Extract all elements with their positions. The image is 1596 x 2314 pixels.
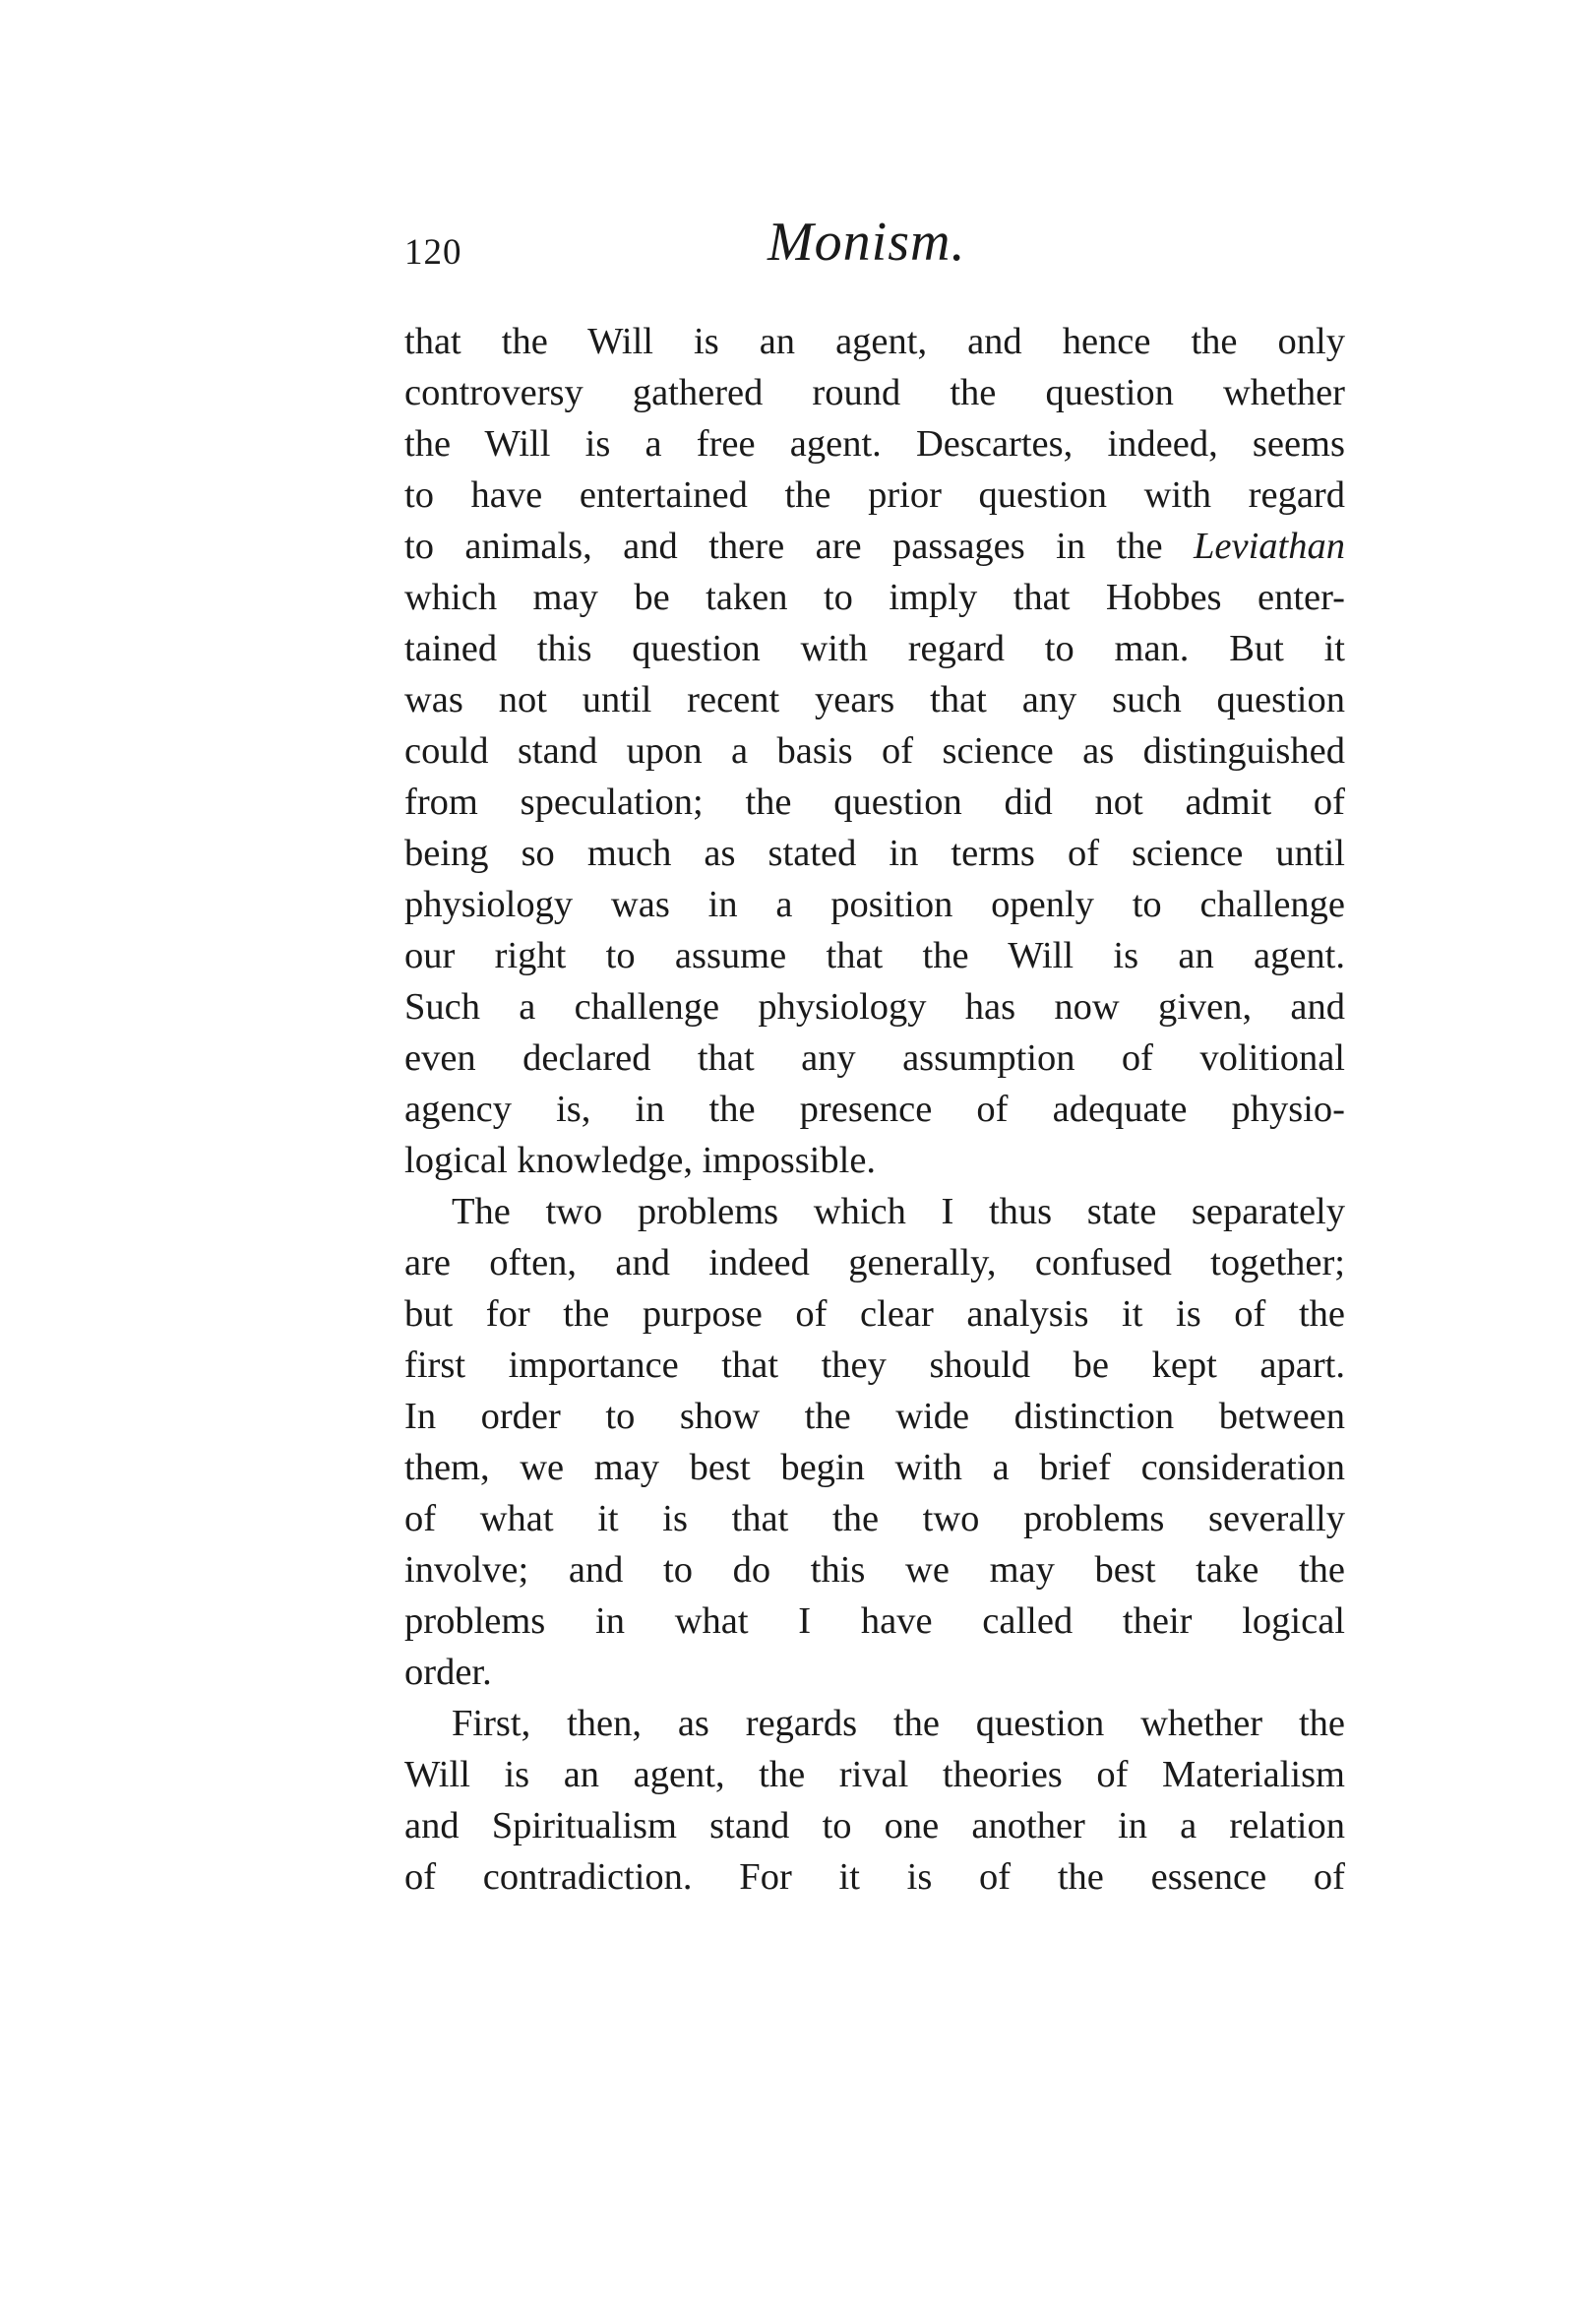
text-line: the Will is a free agent. Descartes, indeed, seems	[404, 423, 1345, 465]
text-line: and Spiritualism stand to one another in a relation	[404, 1805, 1345, 1846]
text-line: even declared that any assumption of volitional	[404, 1037, 1345, 1079]
text-line: from speculation; the question did not admit of	[404, 782, 1345, 823]
text-line: problems in what I have called their logical	[404, 1600, 1345, 1642]
text-line: of contradiction. For it is of the essence of	[404, 1856, 1345, 1898]
text-line: but for the purpose of clear analysis it is of the	[404, 1293, 1345, 1335]
text-line: are often, and indeed generally, confused together;	[404, 1242, 1345, 1283]
text-line: agency is, in the presence of adequate physio-	[404, 1089, 1345, 1130]
text-line: could stand upon a basis of science as distinguished	[404, 730, 1345, 772]
text-line: to have entertained the prior question with regard	[404, 474, 1345, 516]
text-line: was not until recent years that any such question	[404, 679, 1345, 720]
page-number: 120	[404, 232, 462, 273]
text-line: In order to show the wide distinction between	[404, 1396, 1345, 1437]
text-line: to animals, and there are passages in the Leviathan	[404, 526, 1345, 567]
text-line: controversy gathered round the question whether	[404, 372, 1345, 413]
text-line: which may be taken to imply that Hobbes enter-	[404, 577, 1345, 618]
text-line: involve; and to do this we may best take the	[404, 1549, 1345, 1591]
running-title: Monism.	[767, 212, 966, 273]
text-line: physiology was in a position openly to challenge	[404, 884, 1345, 925]
text-line: them, we may best begin with a brief consideration	[404, 1447, 1345, 1488]
text-line: order.	[404, 1652, 492, 1693]
text-line: tained this question with regard to man. But it	[404, 628, 1345, 669]
text-line: The two problems which I thus state separately	[452, 1191, 1345, 1232]
text-line: of what it is that the two problems severally	[404, 1498, 1345, 1539]
text-line: that the Will is an agent, and hence the only	[404, 321, 1345, 362]
text-line: First, then, as regards the question whether the	[452, 1703, 1345, 1744]
text-line: Will is an agent, the rival theories of Materialism	[404, 1754, 1345, 1795]
text-line: being so much as stated in terms of science until	[404, 833, 1345, 874]
text-line: Such a challenge physiology has now given, and	[404, 986, 1345, 1028]
text-line: our right to assume that the Will is an agent.	[404, 935, 1345, 976]
body-text	[404, 316, 1345, 1903]
text-line: first importance that they should be kept apart.	[404, 1345, 1345, 1386]
text-line: logical knowledge, impossible.	[404, 1140, 877, 1181]
